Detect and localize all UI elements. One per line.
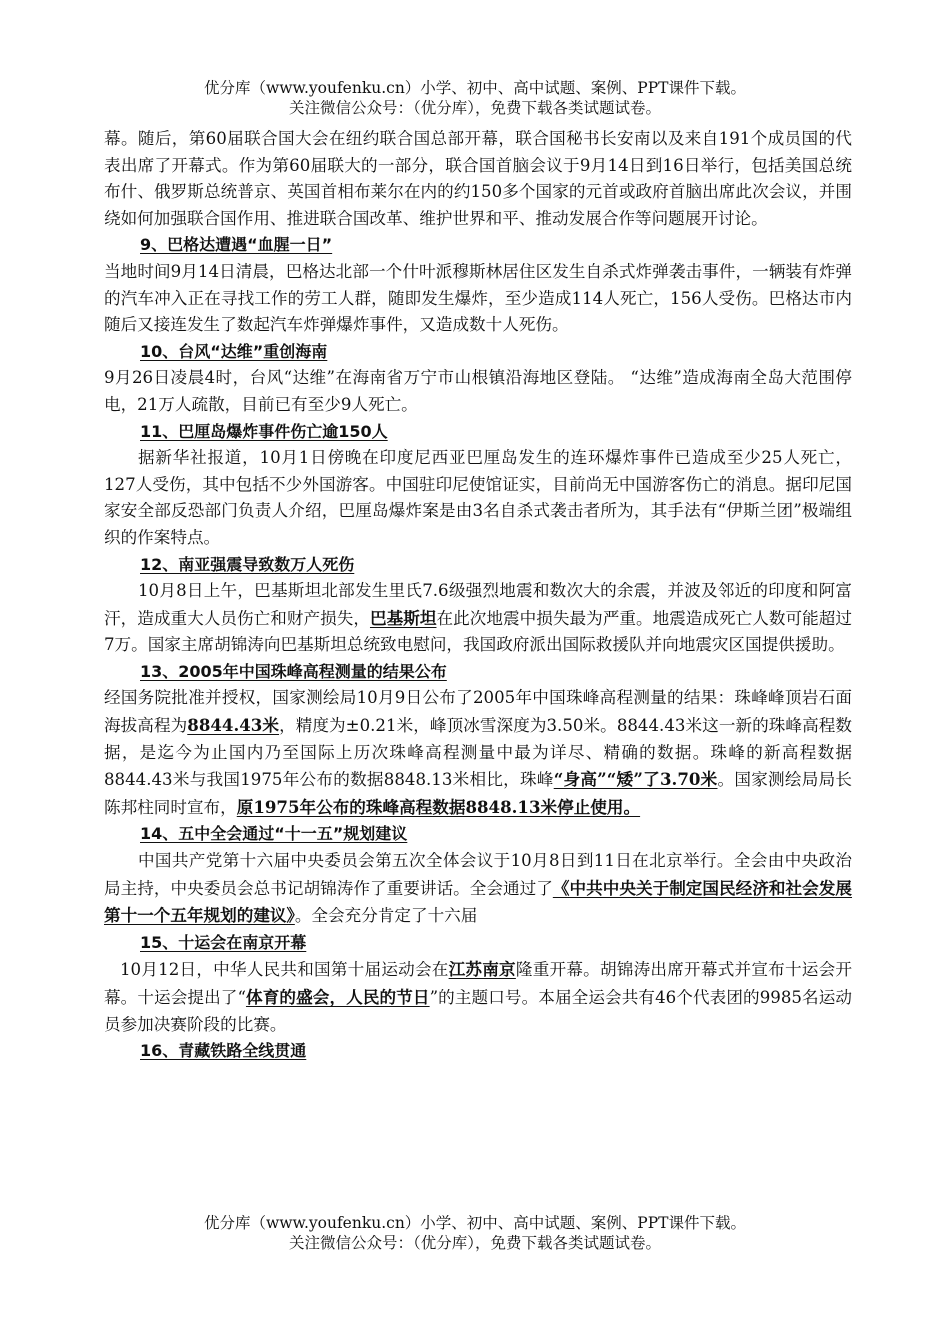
heading-10: [104, 339, 852, 366]
heading-10-text: 10、台风“达维”重创海南: [140, 341, 328, 361]
paragraph-13-part-1: 经国务院批准并授权，国家测绘局10月9日公布了2005年中国珠峰高程测量的结果：珠峰峰顶岩石面海拔高程为: [104, 688, 852, 736]
header-line-2: 关注微信公众号：（优分库），免费下载各类试题试卷。: [288, 99, 661, 117]
paragraph-12-part-2: 在此次地震中损失最为严重。地震造成死亡人数可能超过7万。国家主席胡锦涛向巴基斯坦总统致电慰问，我国政府派出国际救援队并向地震灾区国提供援助。: [104, 608, 853, 655]
heading-12: [104, 552, 852, 579]
heading-13: [104, 659, 852, 686]
heading-16-text: 16、青藏铁路全线贯通: [140, 1041, 307, 1061]
paragraph-9: 当地时间9月14日清晨，巴格达北部一个什叶派穆斯林居住区发生自杀式炸弹袭击事件，一辆装有炸弹的汽车冲入正在寻找工作的劳工人群，随即发生爆炸，至少造成114人死亡，156人受伤。巴格达市内随后又接连发生了数起汽车炸弹爆炸事件，又造成数十人死伤。: [104, 261, 852, 335]
pakistan-highlight: 巴基斯坦: [369, 607, 437, 628]
paragraph-13-part-2: ，精度为±0.21米，峰顶冰雪深度为3.50米。8844.43米这一新的珠峰高程数据，是迄今为止国内乃至国际上历次珠峰高程测量中最为详尽、精确的数据。珠峰的新高程数据8844.43米与我国1975年公布的数据8848.13米相比，珠峰: [104, 716, 852, 790]
page-footer: [0, 1213, 950, 1253]
footer-line-2: 关注微信公众号：（优分库），免费下载各类试题试卷。: [288, 1234, 661, 1252]
heading-16: [104, 1038, 852, 1065]
slogan-highlight: 体育的盛会，人民的节日: [245, 987, 430, 1007]
paragraph-15-part-3: ”的主题口号。本届全运会共有46个代表团的9985名运动员参加决赛阶段的比赛。: [104, 988, 853, 1034]
paragraph-15-part-2: 隆重开幕。胡锦涛出席开幕式并宣布十运会开幕。十运会提出了“: [104, 960, 853, 1007]
heading-9: [104, 232, 852, 259]
nanjing-highlight: 江苏南京: [448, 959, 516, 980]
height-decrease-highlight: “身高”“矮”了3.70米: [553, 769, 718, 790]
paragraph-10: 9月26日凌晨4时，台风“达维”在海南省万宁市山根镇沿海地区登陆。 “达维”造成海南全岛大范围停电，21万人疏散，目前已有至少9人死亡。: [104, 368, 852, 414]
paragraph-12: [104, 578, 852, 659]
paragraph-12-part-1: 10月8日上午，巴基斯坦北部发生里氏7.6级强烈地震和数次大的余震，并波及邻近的印度和阿富汗，造成重大人员伤亡和财产损失，: [104, 581, 852, 628]
old-data-retired-highlight: 原1975年公布的珠峰高程数据8848.13米停止使用。: [236, 796, 641, 817]
heading-9-text: 9、巴格达遭遇“血腥一日”: [140, 235, 333, 255]
heading-14-text: 14、五中全会通过“十一五”规划建议: [140, 824, 408, 844]
paragraph-14-part-2: 。全会充分肯定了十六届: [294, 906, 478, 926]
paragraph-13-part-3: 。国家测绘局局长陈邦柱同时宣布，: [104, 770, 853, 817]
footer-line-1: 优分库（www.youfenku.cn）小学、初中、高中试题、案例、PPT课件下载。: [203, 1214, 747, 1232]
paragraph-15-part-1: 10月12日，中华人民共和国第十届运动会在: [120, 960, 449, 980]
paragraph-un-assembly: 幕。随后，第60届联合国大会在纽约联合国总部开幕，联合国秘书长安南以及来自191个成员国的代表出席了开幕式。作为第60届联大的一部分，联合国首脑会议于9月14日到16日举行，包括美国总统布什、俄罗斯总统普京、英国首相布莱尔在内的约150多个国家的元首或政府首脑出席此次会议，并围绕如何加强联合国作用、推进联合国改革、维护世界和平、推动发展合作等问题展开讨论。: [104, 129, 852, 228]
document-body: [104, 126, 852, 1065]
heading-13-text: 13、2005年中国珠峰高程测量的结果公布: [140, 661, 447, 681]
height-highlight: 8844.43米: [187, 715, 280, 736]
heading-14: [104, 821, 852, 848]
heading-15-text: 15、十运会在南京开幕: [140, 932, 307, 952]
header-line-1: 优分库（www.youfenku.cn）小学、初中、高中试题、案例、PPT课件下载。: [203, 79, 747, 97]
plan-proposal-highlight: 《中共中央关于制定国民经济和社会发展第十一个五年规划的建议》: [104, 877, 853, 926]
heading-12-text: 12、南亚强震导致数万人死伤: [140, 554, 355, 574]
paragraph-15: [104, 956, 852, 1038]
heading-11-text: 11、巴厘岛爆炸事件伤亡逾150人: [140, 421, 388, 441]
paragraph-11: 据新华社报道，10月1日傍晚在印度尼西亚巴厘岛发生的连环爆炸事件已造成至少25人死亡，127人受伤，其中包括不少外国游客。中国驻印尼使馆证实，目前尚无中国游客伤亡的消息。据印尼国家安全部反恐部门负责人介绍，巴厘岛爆炸案是由3名自杀式袭击者所为，其手法有“伊斯兰团”极端组织的作案特点。: [104, 448, 852, 547]
page-header: [0, 78, 950, 118]
paragraph-13: [104, 685, 852, 821]
paragraph-14: [104, 848, 852, 930]
paragraph-14-part-1: 中国共产党第十六届中央委员会第五次全体会议于10月8日到11日在北京举行。全会由中央政治局主持，中央委员会总书记胡锦涛作了重要讲话。全会通过了: [104, 851, 852, 898]
heading-15: [104, 930, 852, 957]
heading-11: [104, 419, 852, 446]
